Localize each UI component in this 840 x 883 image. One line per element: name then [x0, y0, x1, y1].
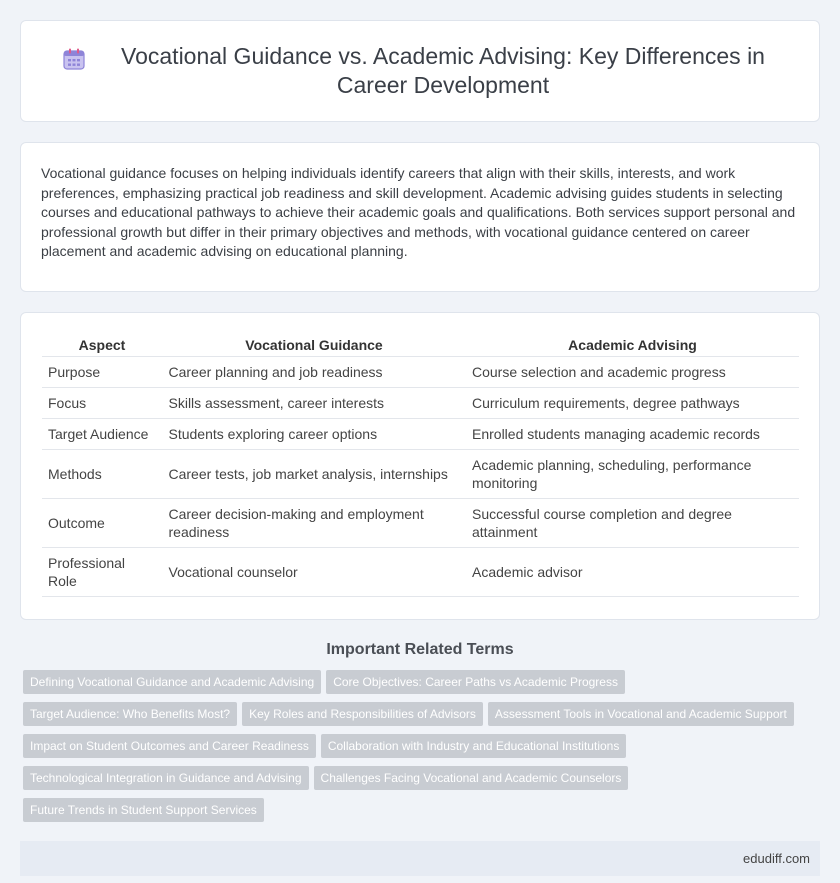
related-term-tag[interactable]: Challenges Facing Vocational and Academic Counselors	[314, 766, 629, 790]
header	[61, 42, 779, 100]
related-term-tag[interactable]: Assessment Tools in Vocational and Academic Support	[488, 702, 794, 726]
row-aspect: Professional Role	[42, 547, 162, 596]
row-academic: Successful course completion and degree attainment	[466, 498, 799, 547]
row-aspect: Outcome	[42, 498, 162, 547]
intro-text: Vocational guidance focuses on helping individuals identify careers that align with their skills, interests, and work preferences, emphasizing practical job readiness and skill development. Academic advising guides students in selecting courses and educational pathways to achieve their academic goals and qualifications. Both services support personal and professional growth but differ in their primary objectives and methods, with vocational guidance centered on career placement and academic advising on educational planning.	[41, 165, 796, 260]
row-academic: Academic advisor	[466, 547, 799, 596]
related-term-tag[interactable]: Technological Integration in Guidance and Advising	[23, 766, 309, 790]
calendar-icon	[61, 46, 87, 72]
related-term-tag[interactable]: Target Audience: Who Benefits Most?	[23, 702, 237, 726]
comparison-card	[20, 312, 820, 620]
row-aspect: Methods	[42, 449, 162, 498]
row-academic: Curriculum requirements, degree pathways	[466, 387, 799, 418]
related-term-tag[interactable]: Key Roles and Responsibilities of Advisors	[242, 702, 483, 726]
footer	[20, 841, 820, 876]
related-term-tag[interactable]: Impact on Student Outcomes and Career Readiness	[23, 734, 316, 758]
related-term-tag[interactable]: Defining Vocational Guidance and Academic Advising	[23, 670, 321, 694]
page-title: Vocational Guidance vs. Academic Advising: Key Differences in Career Development	[121, 43, 765, 98]
table-row	[42, 418, 799, 449]
footer-brand[interactable]: edudiff.com	[743, 851, 810, 866]
row-vocational: Career planning and job readiness	[162, 356, 466, 387]
intro-card	[20, 142, 820, 292]
table-row	[42, 498, 799, 547]
row-vocational: Vocational counselor	[162, 547, 466, 596]
table-row	[42, 547, 799, 596]
header-aspect: Aspect	[42, 336, 162, 356]
header-academic-advising: Academic Advising	[466, 336, 799, 356]
related-term-tag[interactable]: Collaboration with Industry and Educational Institutions	[321, 734, 627, 758]
table-row	[42, 356, 799, 387]
row-aspect: Target Audience	[42, 418, 162, 449]
table-header-row	[42, 336, 799, 356]
related-term-tag[interactable]: Future Trends in Student Support Services	[23, 798, 264, 822]
row-aspect: Purpose	[42, 356, 162, 387]
related-terms-list	[20, 670, 820, 830]
row-aspect: Focus	[42, 387, 162, 418]
row-vocational: Skills assessment, career interests	[162, 387, 466, 418]
header-vocational-guidance: Vocational Guidance	[162, 336, 466, 356]
row-academic: Course selection and academic progress	[466, 356, 799, 387]
row-vocational: Students exploring career options	[162, 418, 466, 449]
row-vocational: Career tests, job market analysis, internships	[162, 449, 466, 498]
related-term-tag[interactable]: Core Objectives: Career Paths vs Academic Progress	[326, 670, 625, 694]
related-terms-title: Important Related Terms	[326, 641, 514, 658]
table-row	[42, 449, 799, 498]
row-vocational: Career decision-making and employment readiness	[162, 498, 466, 547]
row-academic: Academic planning, scheduling, performance monitoring	[466, 449, 799, 498]
row-academic: Enrolled students managing academic records	[466, 418, 799, 449]
table-row	[42, 387, 799, 418]
comparison-table	[42, 336, 799, 597]
header-card	[20, 20, 820, 122]
